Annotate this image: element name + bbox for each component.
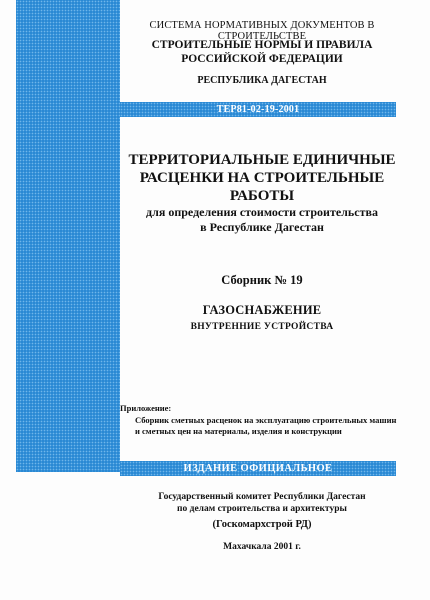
official-edition-bar [120, 461, 396, 476]
document-subtitle [120, 205, 404, 235]
subtitle-line2: в Республике Дагестан [200, 220, 324, 234]
norms-heading [120, 38, 404, 66]
official-edition-label: ИЗДАНИЕ ОФИЦИАЛЬНОЕ [183, 463, 333, 474]
publisher-line1: Государственный комитет Республики Дагестан [158, 492, 366, 502]
norms-heading-line2: РОССИЙСКОЙ ФЕДЕРАЦИИ [181, 53, 343, 65]
system-heading: СИСТЕМА НОРМАТИВНЫХ ДОКУМЕНТОВ В СТРОИТЕЛЬСТВЕ [149, 20, 375, 42]
collection-number: Сборник № 19 [221, 273, 303, 287]
publisher-name [120, 491, 404, 515]
title-line1: ТЕРРИТОРИАЛЬНЫЕ ЕДИНИЧНЫЕ [128, 152, 396, 168]
publisher-line2: по делам строительства и архитектуры [177, 504, 347, 514]
publication-city-year: Махачкала 2001 г. [223, 542, 301, 552]
title-line2: РАСЦЕНКИ НА СТРОИТЕЛЬНЫЕ [139, 170, 385, 186]
document-code-bar [120, 102, 396, 117]
section-subname: ВНУТРЕННИЕ УСТРОЙСТВА [190, 322, 334, 332]
document-title [120, 151, 404, 205]
section-name: ГАЗОСНАБЖЕНИЕ [202, 303, 322, 317]
document-code: ТЕР81-02-19-2001 [216, 104, 300, 115]
decorative-blue-band [16, 0, 120, 472]
appendix-text [135, 415, 410, 437]
appendix-label: Приложение: [120, 403, 172, 413]
norms-heading-line1: СТРОИТЕЛЬНЫЕ НОРМЫ И ПРАВИЛА [151, 39, 373, 51]
republic-heading: РЕСПУБЛИКА ДАГЕСТАН [197, 75, 327, 86]
publisher-abbreviation: (Госкомархстрой РД) [212, 519, 312, 530]
subtitle-line1: для определения стоимости строительства [146, 205, 378, 219]
appendix-line1: Сборник сметных расценок на эксплуатацию строительных машин [135, 415, 397, 425]
appendix-line2: и сметных цен на материалы, изделия и конструкции [135, 426, 342, 436]
title-line3: РАБОТЫ [229, 188, 295, 204]
